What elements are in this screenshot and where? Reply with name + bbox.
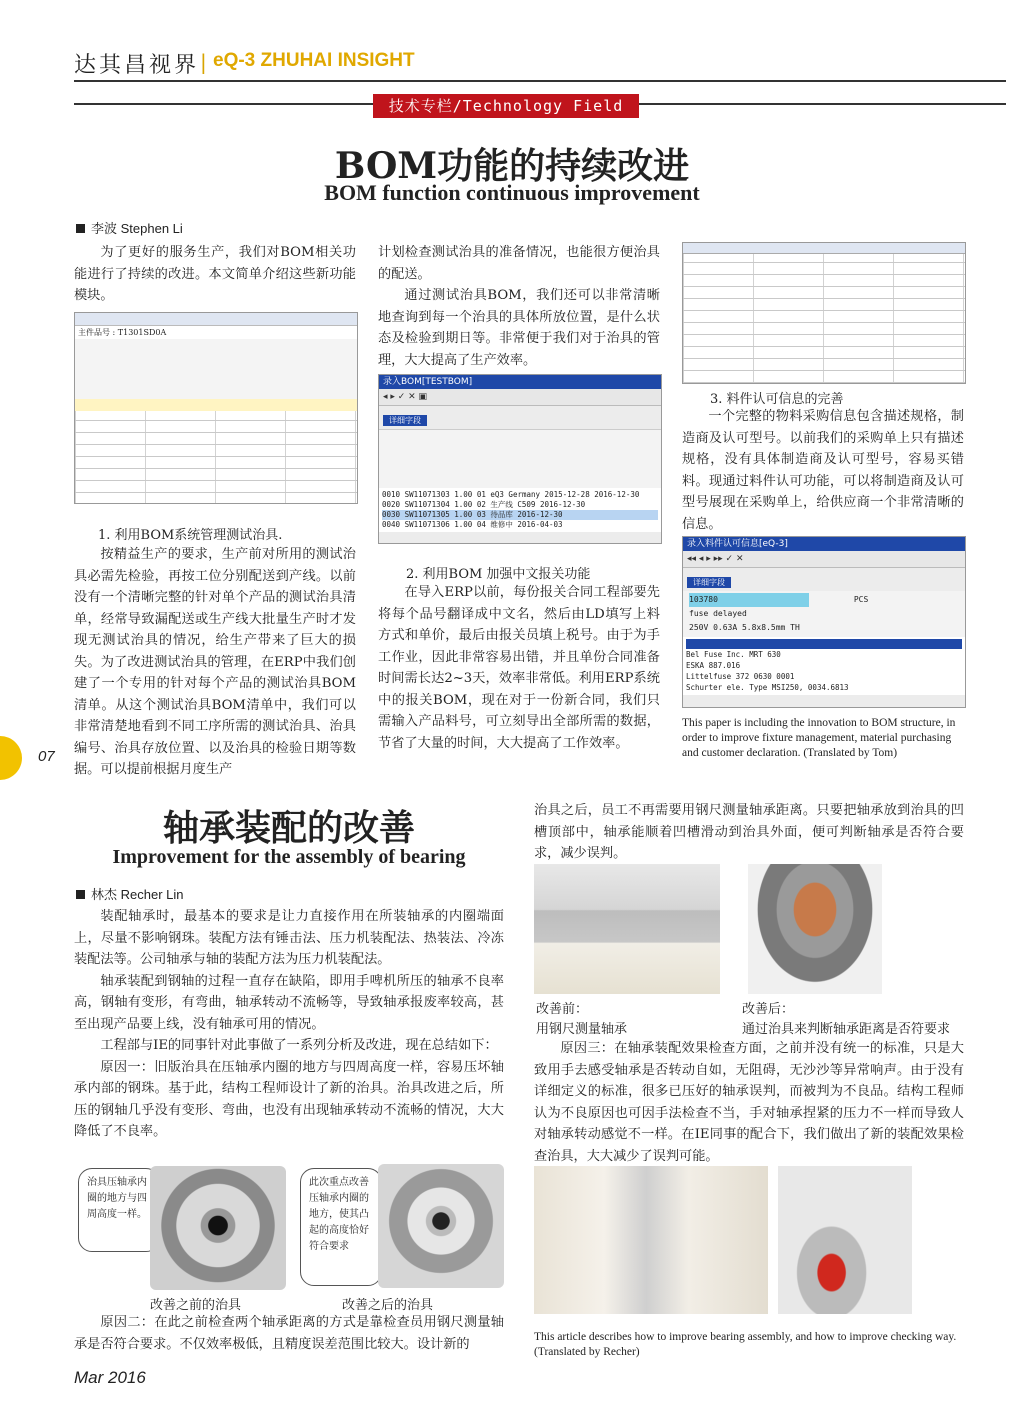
approval-tab-row (683, 568, 965, 591)
photo-caption-after-desc: 通过治具来判断轴承距离是否符要求 (742, 1022, 951, 1037)
photo-caption-after-label: 改善后： (742, 1002, 795, 1017)
article1-title-en: BOM function continuous improvement (324, 180, 700, 205)
col2-body-paragraph: 在导入ERP以前，每份报关合同工程部要先将每个品号翻译成中文名，然后由LD填写上料方式和单价，最后由报关员填上税号。由于为手工作业，因此非常容易出错，并且单份合同准备时间需长达2~3天，效率非常低。利用ERP系统中的报关BOM，现在对于一份新合同，我们只需输入产品料号，可立刻导出全部所需的数据，节省了大量的时间，大大提高了工作效率。 (378, 585, 660, 751)
ruler-measure-photo (534, 864, 720, 994)
article1-col2-body (378, 582, 660, 754)
bom-entry-screenshot (378, 374, 662, 544)
article2-left-tail (74, 1312, 504, 1355)
main-item-number: 主件品号 : T1301SD0A (75, 326, 357, 339)
article2-paragraph: 原因二：在此之前检查两个轴承距离的方式是靠检查员用钢尺测量轴承是否符合要求。不仅效率极低，且精度误差范围比较大。设计新的 (74, 1315, 504, 1352)
author-bullet-icon (76, 224, 85, 233)
approval-row: Schurter ele. Type MSI250, 0034.6813 (686, 683, 849, 692)
article2-title-en: Improvement for the assembly of bearing (112, 846, 466, 868)
author-name: 李波 Stephen Li (91, 221, 183, 236)
author-bullet-icon (76, 890, 85, 899)
bearing-jig-photo (748, 864, 882, 994)
issue-date: Mar 2016 (74, 1368, 146, 1387)
section-tag: 技术专栏/Technology Field (373, 94, 639, 118)
author-name: 林杰 Recher Lin (91, 887, 184, 902)
photo-caption-before-desc: 用钢尺测量轴承 (536, 1022, 628, 1037)
approval-detail-tab: 详细字段 (687, 577, 731, 588)
bom-row: 0020 SW11071304 1.00 02 生产线 C509 2016-12-30 (382, 500, 586, 509)
bom-window-title: 录入BOM[TESTBOM] (379, 375, 661, 389)
article1-col3-body (682, 406, 964, 535)
fig2-caption: 2. 利用BOM 加强中文报关功能 (406, 567, 591, 582)
page-number: 07 (38, 748, 55, 765)
header-separator: | (200, 50, 207, 74)
article2-title-cn: 轴承装配的改善 (162, 807, 415, 849)
item-name-field: fuse delayed (689, 609, 747, 618)
check-jig-photo (778, 1166, 912, 1314)
table-header-bar (75, 313, 357, 326)
magazine-title-cn: 达其昌视界 (74, 53, 200, 78)
article1-author (76, 218, 183, 237)
callout-before: 治具压轴承内圈的地方与四周高度一样。 (78, 1168, 160, 1252)
article2-author (76, 884, 183, 903)
approval-info-screenshot (682, 536, 966, 708)
photo-caption-before-label: 改善前： (536, 1002, 589, 1017)
bom-row: 0040 SW11071306 1.00 04 维修中 2016-04-03 (382, 520, 563, 529)
intro-paragraph: 为了更好的服务生产，我们对BOM相关功能进行了持续的改进。本文简单介绍这些新功能模块。 (74, 245, 356, 303)
article2-right-body (534, 1038, 964, 1167)
fixture-after-photo (378, 1164, 504, 1288)
bom-form-area (379, 429, 661, 488)
fixture-bom-screenshot (74, 312, 358, 504)
article1-intro (74, 242, 356, 307)
item-spec-field: 250V 0.63A 5.8x8.5mm TH (689, 623, 800, 632)
article2-left-body (74, 906, 504, 1143)
fixture-before-photo (150, 1166, 286, 1290)
approval-row: Bel Fuse Inc. MRT 630 (686, 650, 781, 659)
bom-tab-row (379, 406, 661, 429)
article2-paragraph: 原因一：旧版治具在压轴承内圈的地方与四周高度一样，容易压坏轴承内部的钢珠。基于此，结构工程师设计了新的治具。治具改进之后，所压的钢轴几乎没有变形、弯曲，也没有出现轴承转动不流畅的情况，大大降低了不良率。 (74, 1059, 504, 1139)
article2-right-top (534, 800, 964, 865)
article2-paragraph: 轴承装配到钢轴的过程一直存在缺陷，即用手啤机所压的轴承不良率高，钢轴有变形，有弯曲，轴承转动不流畅等，导致轴承报废率较高，甚至出现产品要上线，没有轴承可用的情况。 (74, 973, 504, 1032)
article1-title-cn: BOM功能的持续改进 (334, 145, 690, 187)
fixture-before-caption: 改善之前的治具 (150, 1298, 242, 1313)
fixture-table-grid (75, 399, 357, 504)
article2-paragraph: 装配轴承时，最基本的要求是让力直接作用在所装轴承的内圈端面上，尽量不影响钢珠。装配方法有锤击法、压力机装配法、热装法、冷冻装配法等。公司轴承与轴的装配方法为压力机装配法。 (74, 909, 504, 967)
header-rule (74, 80, 1006, 82)
article2-paragraph: 原因三：在轴承装配效果检查方面，之前并没有统一的标准，只是大致用手去感受轴承是否转动自如，无阻碍，无沙沙等异常响声。由于没有详细定义的标准，很多已压好的轴承误判，而被判为不良品。结构工程师认为不良原因也可因手法检查不当，手对轴承捏紧的压力不一样而导致人对轴承转动感觉不一样。在IE同事的配合下，我们做出了新的装配效果检查治具，大大减少了误判可能。 (534, 1041, 964, 1164)
article1-col1-body (74, 544, 356, 781)
approval-row: ESKA 887.016 (686, 661, 741, 670)
article1-col2-top (378, 242, 660, 371)
page-number-marker (0, 736, 22, 780)
article2-paragraph: 工程部与IE的同事针对此事做了一系列分析及改进，现在总结如下： (100, 1038, 498, 1053)
bom-toolbar: ◂ ▸ ✓ ✕ ▣ (379, 389, 661, 406)
bom-detail-table (379, 488, 661, 532)
col2-paragraph: 通过测试治具BOM，我们还可以非常清晰地查询到每一个治具的具体所放位置，是什么状态及检验到期日等。非常便于我们对于治具的管理，大大提高了生产效率。 (378, 288, 660, 368)
bom-detail-tab: 详细字段 (383, 415, 427, 426)
bom-row: 0030 SW11071305 1.00 03 待品库 2016-12-30 (382, 510, 658, 520)
approval-table (683, 637, 965, 695)
article2-continuation: 治具之后，员工不再需要用钢尺测量轴承距离。只要把轴承放到治具的凹槽顶部中，轴承能顺着凹槽滑动到治具外面，便可判断轴承是否符合要求，减少误判。 (534, 803, 964, 861)
fixture-after-caption: 改善之后的治具 (342, 1298, 434, 1313)
col1-body-paragraph: 按精益生产的要求，生产前对所用的测试治具必需先检验，再按工位分别配送到产线。以前没有一个清晰完整的针对单个产品的测试治具清单，经常导致漏配送或生产线大批量生产时才发现无测试治具的情况，给生产带来了巨大的损失。为了改进测试治具的管理，在ERP中我们创建了一个专用的针对每个产品的测试治具BOM清单。从这个测试治具BOM清单中，我们可以非常清楚地看到不同工序所需的测试治具、治具编号、治具存放位置、以及治具的检验日期等数据。可以提前根据月度生产 (74, 547, 356, 777)
item-number-field: 103780 (689, 593, 809, 607)
col3-body-paragraph: 一个完整的物料采购信息包含描述规格，制造商及认可型号。以前我们的采购单上只有描述规格，没有具体制造商及认可型号，容易买错料。现通过料件认可功能，可以将制造商及认可型号展现在采购单上，给供应商一个非常清晰的信息。 (682, 409, 964, 532)
unit-field: PCS (853, 595, 869, 604)
approval-window-title: 录入料件认可信息[eQ-3] (683, 537, 965, 551)
approval-row: Littelfuse 372 0630 0001 (686, 672, 795, 681)
col2-continuation: 计划检查测试治具的准备情况，也能很方便治具的配送。 (378, 245, 660, 282)
approval-form (683, 591, 965, 637)
magazine-title-en: eQ-3 ZHUHAI INSIGHT (213, 50, 415, 71)
article2-english-note: This article describes how to improve bearing assembly, and how to improve checking way. (Translated by Recher) (534, 1331, 957, 1358)
fig1-caption: 1. 利用BOM系统管理测试治具. (98, 528, 283, 543)
approval-toolbar: ◂◂ ◂ ▸ ▸▸ ✓ ✕ (683, 551, 965, 568)
hand-check-photo (534, 1166, 768, 1314)
bom-row: 0010 SW11071303 1.00 01 eQ3 Germany 2015-12-28 2016-12-30 (382, 490, 640, 499)
article1-english-note: This paper is including the innovation to BOM structure, in order to improve fixture management, material purchasing and customer declaration. (Translated by Tom) (682, 717, 956, 759)
fig3-caption: 3. 料件认可信息的完善 (710, 392, 844, 407)
customs-bom-screenshot (682, 242, 966, 384)
callout-after: 此次重点改善压轴承内圈的地方，使其凸起的高度恰好符合要求 (300, 1168, 382, 1286)
